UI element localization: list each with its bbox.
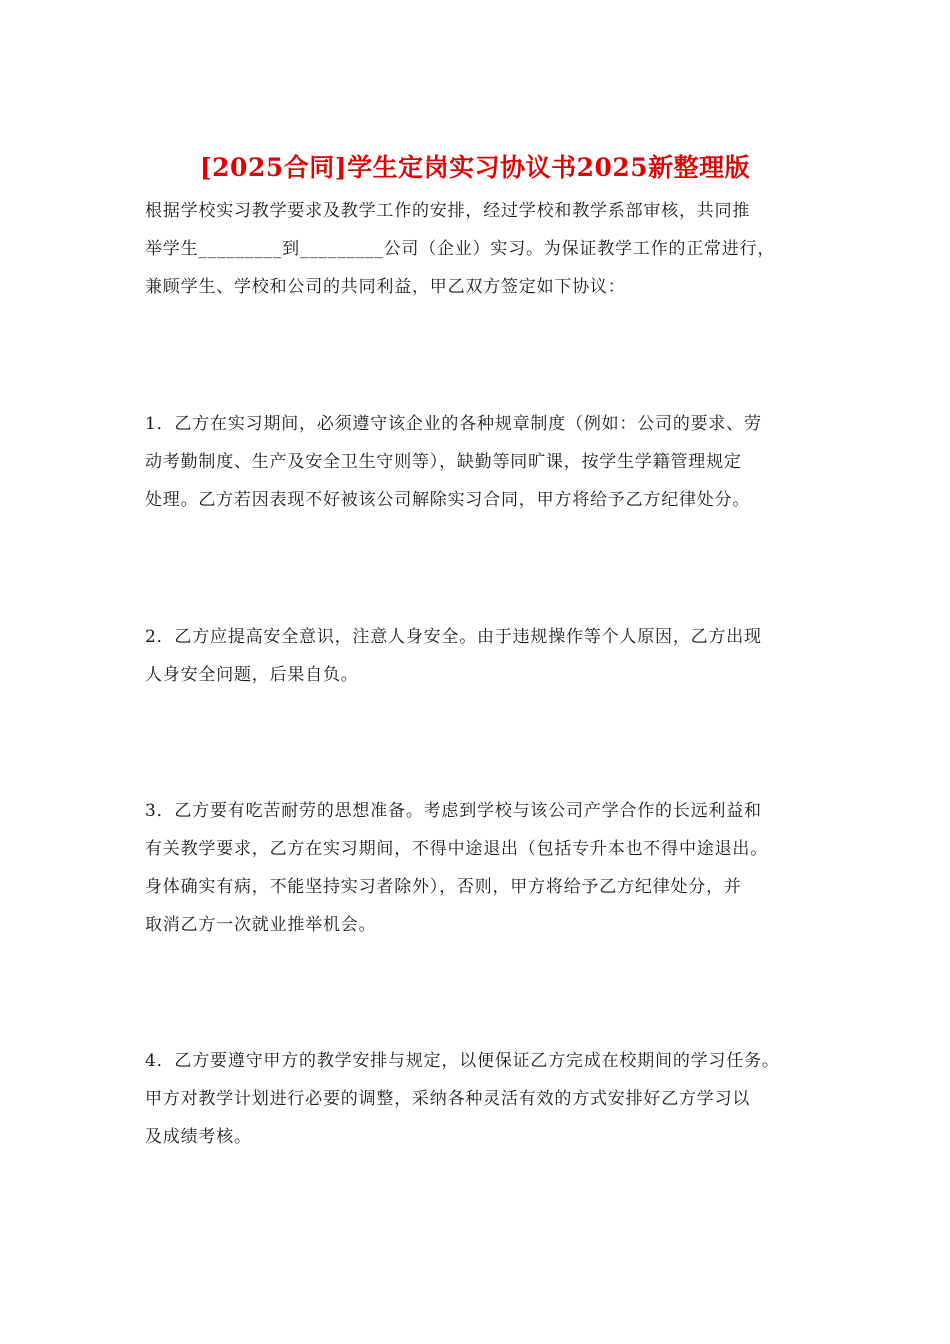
clause-3-line: 取消乙方一次就业推举机会。 (145, 915, 377, 935)
clause-1-line: 1．乙方在实习期间，必须遵守该企业的各种规章制度（例如：公司的要求、劳 (145, 414, 762, 434)
clause-3-line: 3．乙方要有吃苦耐劳的思想准备。考虑到学校与该公司产学合作的长远利益和 (145, 801, 762, 821)
clause-3-line: 有关教学要求，乙方在实习期间，不得中途退出（包括专升本也不得中途退出。 (145, 839, 768, 859)
clause-4-line: 及成绩考核。 (145, 1127, 252, 1147)
intro-line: 兼顾学生、学校和公司的共同利益，甲乙双方签定如下协议： (145, 277, 626, 297)
clause-1-line: 动考勤制度、生产及安全卫生守则等），缺勤等同旷课，按学生学籍管理规定 (145, 452, 742, 472)
clause-2-line: 人身安全问题，后果自负。 (145, 665, 359, 685)
clause-4-line: 4．乙方要遵守甲方的教学安排与规定，以便保证乙方完成在校期间的学习任务。 (145, 1051, 780, 1071)
clause-2-line: 2．乙方应提高安全意识，注意人身安全。由于违规操作等个人原因，乙方出现 (145, 627, 762, 647)
document-title: [2025合同]学生定岗实习协议书2025新整理版 (199, 153, 751, 182)
intro-line: 举学生_________到_________公司（企业）实习。为保证教学工作的正常进行， (145, 239, 776, 259)
intro-line: 根据学校实习教学要求及教学工作的安排，经过学校和教学系部审核，共同推 (145, 201, 751, 221)
clause-4-line: 甲方对教学计划进行必要的调整，采纳各种灵活有效的方式安排好乙方学习以 (145, 1089, 751, 1109)
clause-3-line: 身体确实有病，不能坚持实习者除外），否则，甲方将给予乙方纪律处分，并 (145, 877, 742, 897)
clause-1-line: 处理。乙方若因表现不好被该公司解除实习合同，甲方将给予乙方纪律处分。 (145, 490, 751, 510)
